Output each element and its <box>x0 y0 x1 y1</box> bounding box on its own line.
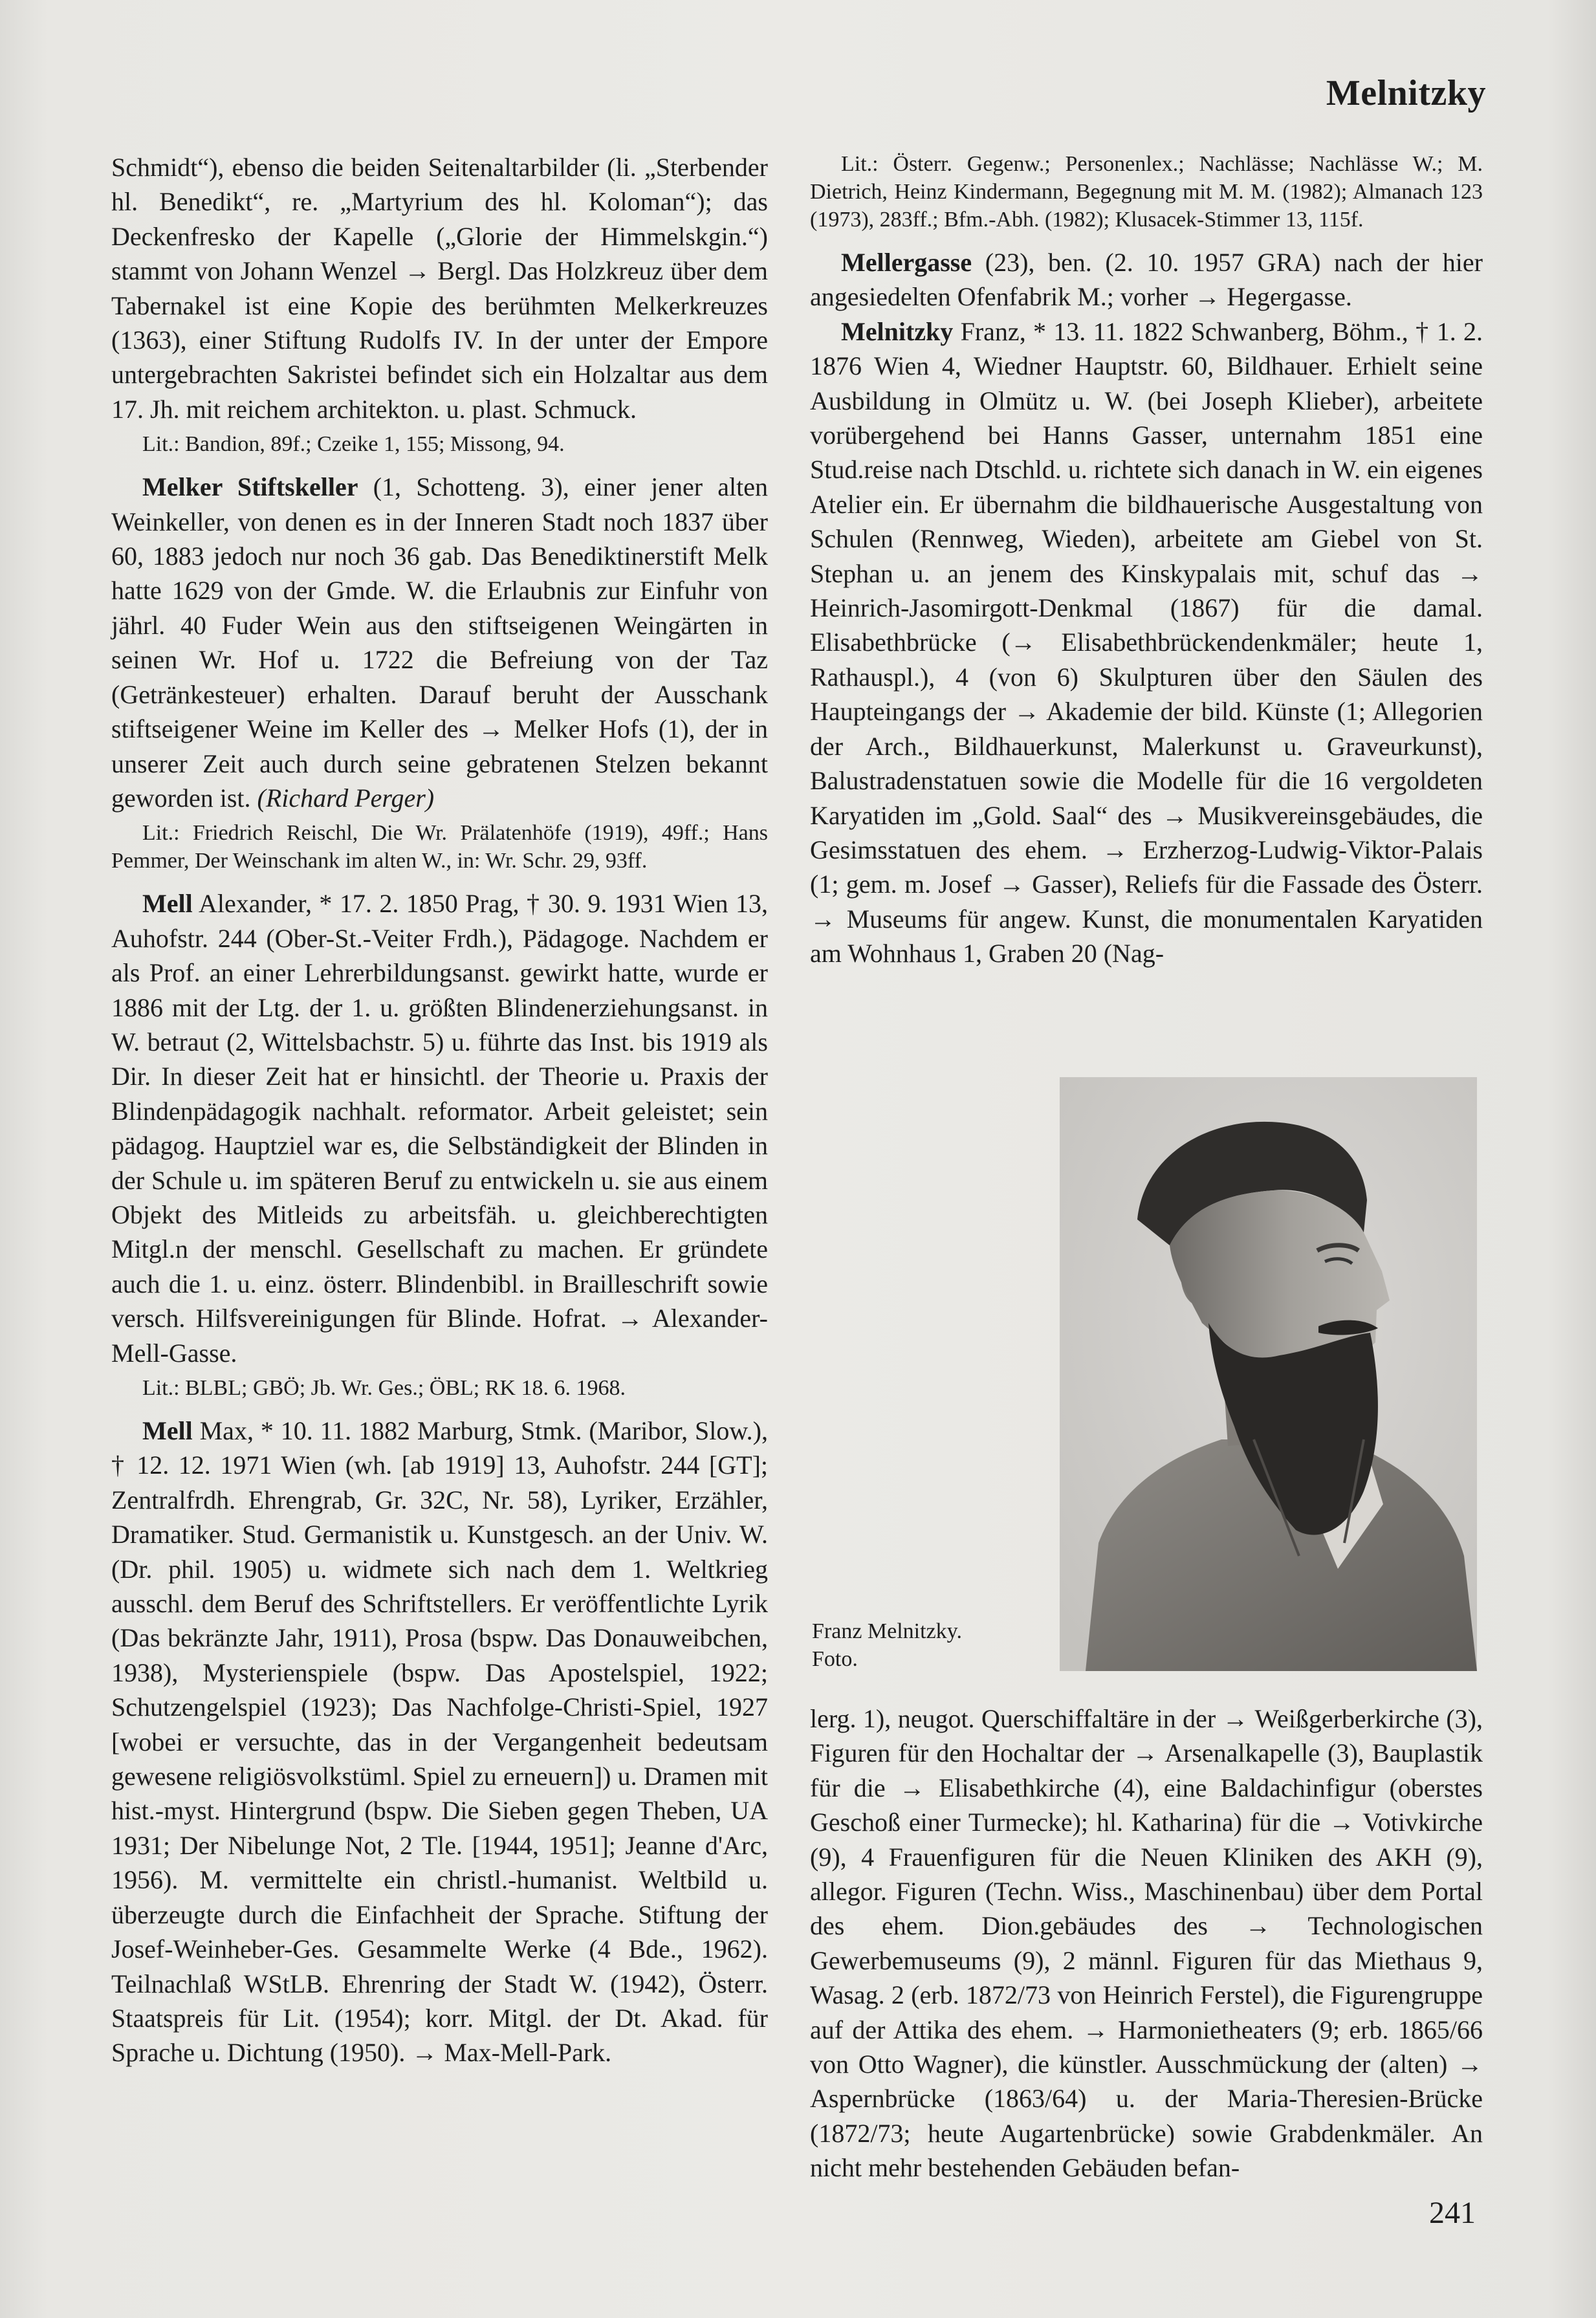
portrait-photo-image <box>1060 1077 1477 1671</box>
literature-note: Lit.: Bandion, 89f.; Czeike 1, 155; Missong, 94. <box>142 432 565 457</box>
literature-note: Lit.: Friedrich Reischl, Die Wr. Prälatenhöfe (1919), 49ff.; Hans Pemmer, Der Weinschank im alten W., in: Wr. Schr. 29, 93ff. <box>111 821 768 873</box>
literature-note: Lit.: Österr. Gegenw.; Personenlex.; Nachlässe; Nachlässe W.; M. Dietrich, Heinz Kindermann, Begegnung mit M. M. (1982); Almanach 123 (1973), 283ff.; Bfm.-Abh. (1982); Klusacek-Stimmer 13, 115f. <box>810 152 1483 232</box>
page-number: 241 <box>1429 2196 1476 2230</box>
headword: Melker Stiftskeller <box>142 472 358 502</box>
headword: Mell <box>142 1416 193 1445</box>
photo-caption <box>812 1617 1045 1673</box>
right-column-top <box>810 150 1483 971</box>
entry-continuation: lerg. 1), neugot. Querschiffaltäre in der → Weißgerberkirche (3), Figuren für den Hochaltar der → Arsenalkapelle (3), Bauplastik für die → Elisabethkirche (4), eine Baldachinfigur (oberstes Geschoß einer Turmecke); hl. Katharina) für die → Votivkirche (9), 4 Frauenfiguren für die Neuen Kliniken des AKH (9), allegor. Figuren (Techn. Wiss., Maschinenbau) über dem Portal des ehem. Dion.gebäudes des → Technologischen Gewerbemuseums (9), 2 männl. Figuren für das Miethaus 9, Wasag. 2 (erb. 1872/73 von Heinrich Ferstel), die Figurengruppe auf der Attika des ehem. → Harmonietheaters (9; erb. 1865/66 von Otto Wagner), die künstler. Ausschmückung der (alten) → Aspernbrücke (1863/64) u. der Maria-Theresien-Brücke (1872/73; heute Augartenbrücke) sowie Grabdenkmäler. An nicht mehr bestehenden Gebäuden befan- <box>810 1704 1483 2183</box>
entry-mellergasse <box>810 245 1483 314</box>
left-column <box>111 150 768 2070</box>
entry-body: Franz, * 13. 11. 1822 Schwanberg, Böhm., † 1. 2. 1876 Wien 4, Wiedner Hauptstr. 60, Bildhauer. Erhielt seine Ausbildung in Olmütz u. W. (bei Joseph Klieber), arbeitete vorübergehend bei Hanns Gasser, unternahm 1851 eine Stud.reise nach Dtschld. u. richtete sich danach in W. ein eigenes Atelier ein. Er übernahm die bildhauerische Ausgestaltung von Schulen (Rennweg, Wieden), arbeitete am Giebel von St. Stephan u. an jenem des Kinskypalais mit, schuf das → Heinrich-Jasomirgott-Denkmal (1867) für die damal. Elisabethbrücke (→ Elisabethbrückendenkmäler; heute 1, Rathauspl.), 4 (von 6) Skulpturen über den Säulen des Haupteingangs der → Akademie der bild. Künste (1; Allegorien der Arch., Bildhauerkunst, Malerkunst u. Graveurkunst), Balustradenstatuen sowie die Modelle für die 16 vergoldeten Karyatiden im „Gold. Saal“ des → Musikvereinsgebäudes, die Gesimsstatuen des ehem. → Erzherzog-Ludwig-Viktor-Palais (1; gem. m. Josef → Gasser), Reliefs für die Fassade des Österr. → Museums für angew. Kunst, die monumentalen Karyatiden am Wohnhaus 1, Graben 20 (Nag- <box>810 316 1483 968</box>
portrait-photo <box>1060 1077 1477 1671</box>
literature-note: Lit.: BLBL; GBÖ; Jb. Wr. Ges.; ÖBL; RK 18. 6. 1968. <box>142 1376 626 1400</box>
entry-continuation: Schmidt“), ebenso die beiden Seitenaltarbilder (li. „Sterbender hl. Benedikt“, re. „Martyrium des hl. Koloman“); das Deckenfresko der Kapelle („Glorie der Himmelskgin.“) stammt von Johann Wenzel → Bergl. Das Holzkreuz über dem Tabernakel ist eine Kopie des berühmten Melkerkreuzes (1363), einer Stiftung Rudolfs IV. In der unter der Empore untergebrachten Sakristei befindet sich ein Holzaltar aus dem 17. Jh. mit reichem architekton. u. plast. Schmuck. <box>111 153 768 424</box>
caption-line: Franz Melnitzky. <box>812 1619 962 1643</box>
running-head: Melnitzky <box>1326 73 1486 113</box>
entry-mell-max <box>111 1414 768 2070</box>
headword: Mell <box>142 889 193 919</box>
right-column-bottom <box>810 1701 1483 2185</box>
headword: Mellergasse <box>841 248 972 277</box>
caption-line: Foto. <box>812 1647 858 1671</box>
entry-body: (1, Schotteng. 3), einer jener alten Weinkeller, von denen es in der Inneren Stadt noch 1837 über 60, 1883 jedoch nur noch 36 gab. Das Benediktinerstift Melk hatte 1629 von der Gmde. W. die Erlaubnis zur Einfuhr von jährl. 40 Fuder Wein aus den stiftseigenen Weingärten in seinen Wr. Hof u. 1722 die Befreiung von der Taz (Getränkesteuer) erhalten. Darauf beruht der Ausschank stiftseigener Weine im Keller des → Melker Hofs (1), der in unserer Zeit auch durch seine gebratenen Stelzen bekannt geworden ist. <box>111 472 768 813</box>
entry-melnitzky <box>810 314 1483 971</box>
headword: Melnitzky <box>841 316 954 346</box>
entry-melker-stiftskeller <box>111 470 768 815</box>
author-signature: (Richard Perger) <box>257 783 435 813</box>
entry-body: Max, * 10. 11. 1882 Marburg, Stmk. (Maribor, Slow.), † 12. 12. 1971 Wien (wh. [ab 1919] 13, Auhofstr. 244 [GT]; Zentralfrdh. Ehrengrab, Gr. 32C, Nr. 58), Lyriker, Erzähler, Dramatiker. Stud. Germanistik u. Kunstgesch. an der Univ. W. (Dr. phil. 1905) u. widmete sich nach dem 1. Weltkrieg ausschl. dem Beruf des Schriftstellers. Er veröffentlichte Lyrik (Das bekränzte Jahr, 1911), Prosa (bspw. Das Donauweibchen, 1938), Mysterienspiele (bspw. Das Apostelspiel, 1922; Schutzengelspiel (1923); Das Nachfolge-Christi-Spiel, 1927 [wobei er versuchte, das in der Vergangenheit bedeutsam gewesene religiösvolkstüml. Spiel zu erneuern]) u. Dramen mit hist.-myst. Hintergrund (bspw. Die Sieben gegen Theben, UA 1931; Der Nibelunge Not, 2 Tle. [1944, 1951]; Jeanne d'Arc, 1956). M. vermittelte ein christl.-humanist. Weltbild u. überzeugte durch die Einfachheit der Sprache. Stiftung der Josef-Weinheber-Ges. Gesammelte Werke (4 Bde., 1962). Teilnachlaß WStLB. Ehrenring der Stadt W. (1942), Österr. Staatspreis für Lit. (1954); korr. Mitgl. der Dt. Akad. für Sprache u. Dichtung (1950). → Max-Mell-Park. <box>111 1416 768 2068</box>
entry-mell-alexander <box>111 886 768 1370</box>
entry-body: (23), ben. (2. 10. 1957 GRA) nach der hier angesiedelten Ofenfabrik M.; vorher → Hegergasse. <box>810 248 1483 312</box>
entry-body: Alexander, * 17. 2. 1850 Prag, † 30. 9. 1931 Wien 13, Auhofstr. 244 (Ober-St.-Veiter Frdh.), Pädagoge. Nachdem er als Prof. an einer Lehrerbildungsanst. gewirkt hatte, wurde er 1886 mit der Ltg. der 1. u. größten Blindenerziehungsanst. in W. betraut (2, Wittelsbachstr. 5) u. führte das Inst. bis 1919 als Dir. In dieser Zeit hat er hinsichtl. der Theorie u. Praxis der Blindenpädagogik nachhalt. reformator. Arbeit geleistet; sein pädagog. Hauptziel war es, die Selbständigkeit der Blinden in der Schule u. im späteren Beruf zu entwickeln u. sie aus einem Objekt des Mitleids zu arbeitsfäh. u. gleichberechtigten Mitgl.n der menschl. Gesellschaft zu machen. Er gründete auch die 1. u. einz. österr. Blindenbibl. in Brailleschrift sowie versch. Hilfsvereinigungen für Blinde. Hofrat. → Alexander-Mell-Gasse. <box>111 889 768 1368</box>
